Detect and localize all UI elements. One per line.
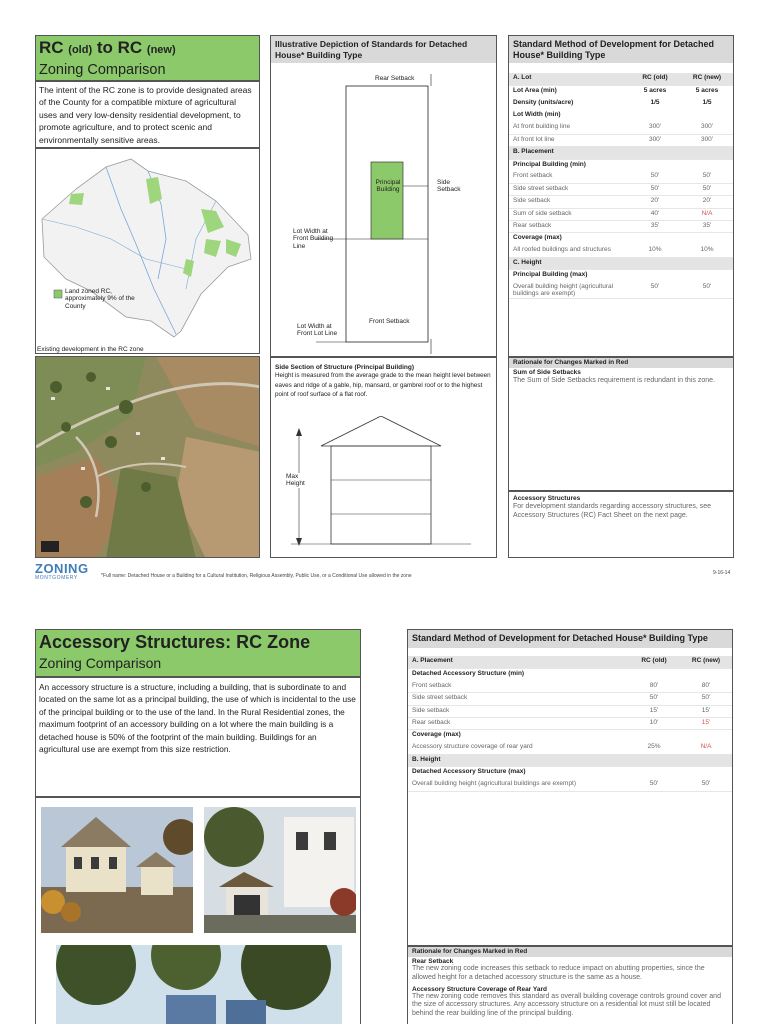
table-row <box>408 693 732 705</box>
footnote: *Full name: Detached House or a Building for a Cultural Institution, Religious Assembly, Public Use, or a Conditional Use allowed in the zone <box>101 573 412 579</box>
row-label: A. Lot <box>509 73 629 85</box>
table-row <box>408 767 732 779</box>
table-row <box>509 233 733 245</box>
table-row <box>509 85 733 97</box>
table-section-header <box>509 73 733 85</box>
rationale-title-top: Rationale for Changes Marked in Red <box>509 358 733 368</box>
house-photo-3 <box>56 945 342 1024</box>
new-value <box>681 233 733 245</box>
section-panel <box>270 357 497 558</box>
new-value: 10% <box>681 245 733 257</box>
table-row <box>509 98 733 110</box>
new-value: 50' <box>680 779 732 791</box>
old-value: 50' <box>629 171 681 183</box>
table-row <box>509 171 733 183</box>
county-map <box>36 149 259 353</box>
standards-title-bottom: Standard Method of Development for Detached House* Building Type <box>408 630 732 648</box>
logo: ZONING MONTGOMERY <box>35 561 89 581</box>
map-panel <box>35 148 260 354</box>
new-value: 15' <box>680 705 732 717</box>
section-text: Height is measured from the average grade to the mean height level between eaves and ridge of a gable, hip, mansard, or gambrel roof or to the highest point of roof surface of a flat roof. <box>275 372 491 398</box>
max-height-label: Max Height <box>286 473 314 488</box>
old-value <box>628 730 680 742</box>
house-photo-1 <box>41 807 193 933</box>
old-value: 10% <box>629 245 681 257</box>
rationale-item2-text: The new zoning code removes this standard as overall building coverage controls ground cover and the size of accessory structures. Any accessory structure on a residential lot must still be located behind the rear building line of the principal building. <box>412 992 721 1017</box>
accessory-note-panel <box>508 491 734 558</box>
table-row <box>509 245 733 257</box>
front-setback-label: Front Setback <box>369 318 410 325</box>
rationale-item-text: The Sum of Side Setbacks requirement is redundant in this zone. <box>513 377 715 385</box>
title-block <box>35 35 260 81</box>
old-value <box>628 754 680 766</box>
intro-text: The intent of the RC zone is to provide designated areas of the County for a compatible mixture of agricultural uses and very low-density residential development, to promote agriculture, and to protect scenic and environmentally sensitive areas. <box>39 85 252 145</box>
old-value: RC (old) <box>628 656 680 668</box>
table-section-header <box>408 656 732 668</box>
old-value: 40' <box>629 208 681 220</box>
old-value: 300' <box>629 122 681 134</box>
new-value: 35' <box>681 221 733 233</box>
table-row <box>408 717 732 729</box>
row-label: B. Placement <box>509 147 629 159</box>
bottom-page-subtitle: Zoning Comparison <box>39 655 162 671</box>
table-row <box>408 668 732 680</box>
row-label: Coverage (max) <box>513 234 562 242</box>
old-value: 20' <box>629 196 681 208</box>
row-label: Principal Building (max) <box>513 271 588 279</box>
rationale-item1-title: Rear Setback <box>412 958 454 966</box>
row-label: Density (units/acre) <box>513 98 574 106</box>
old-value <box>629 110 681 122</box>
rear-setback-label: Rear Setback <box>375 75 415 82</box>
table-row <box>408 681 732 693</box>
old-value: 10' <box>628 717 680 729</box>
table-row <box>509 282 733 299</box>
row-label: Side street setback <box>408 693 628 705</box>
aerial-photo <box>35 356 260 558</box>
new-value: N/A <box>680 742 732 754</box>
diagram-title: Illustrative Depiction of Standards for Detached House* Building Type <box>271 36 496 63</box>
table-row <box>509 110 733 122</box>
row-label: Coverage (max) <box>412 731 461 739</box>
standards-panel-bottom <box>407 629 733 946</box>
table-row <box>509 122 733 134</box>
new-value: RC (new) <box>681 73 733 85</box>
side-setback-label: Side Setback <box>437 179 461 194</box>
lot-width-front-building-label: Lot Width at Front Building Line <box>293 228 334 250</box>
table-row <box>509 221 733 233</box>
row-label: Detached Accessory Structure (min) <box>412 669 525 677</box>
new-value: 50' <box>681 171 733 183</box>
row-label: Principal Building (min) <box>513 160 586 168</box>
old-value: 1/5 <box>650 98 660 106</box>
old-value: 50' <box>629 282 681 299</box>
standards-panel-top <box>508 35 734 357</box>
old-value <box>629 147 681 159</box>
row-label: Overall building height (agricultural buildings are exempt) <box>509 282 629 299</box>
diagram-panel <box>270 35 497 357</box>
table-row <box>408 742 732 754</box>
lot-width-front-lot-label: Lot Width at Front Lot Line <box>297 323 338 338</box>
old-value: 300' <box>629 134 681 146</box>
old-value <box>629 257 681 269</box>
rationale-title-bottom: Rationale for Changes Marked in Red <box>408 947 732 957</box>
row-label: Rear setback <box>408 717 628 729</box>
row-label: Sum of side setback <box>509 208 629 220</box>
new-value <box>681 270 733 282</box>
new-value: 50' <box>680 693 732 705</box>
table-row <box>408 779 732 791</box>
new-value: 1/5 <box>702 98 712 106</box>
new-value: 20' <box>681 196 733 208</box>
row-label: Detached Accessory Structure (max) <box>412 768 526 776</box>
table-section-header <box>509 147 733 159</box>
row-label: At front lot line <box>509 134 629 146</box>
new-value: 300' <box>681 134 733 146</box>
new-value <box>681 110 733 122</box>
new-value: N/A <box>681 208 733 220</box>
bottom-photo-panel <box>35 797 361 1024</box>
row-label: Accessory structure coverage of rear yard <box>408 742 628 754</box>
rationale-panel-bottom <box>407 946 733 1024</box>
row-label: B. Height <box>408 754 628 766</box>
new-value: 5 acres <box>695 86 719 94</box>
old-value: 50' <box>628 693 680 705</box>
new-value: 300' <box>681 122 733 134</box>
table-row <box>509 134 733 146</box>
house-photo-2 <box>204 807 356 933</box>
new-value <box>680 730 732 742</box>
row-label: All roofed buildings and structures <box>509 245 629 257</box>
old-value: 80' <box>628 681 680 693</box>
standards-table-top <box>509 73 733 299</box>
accessory-note-text: For development standards regarding accessory structures, see Accessory Structures (RC) Fact Sheet on the next page. <box>513 503 712 520</box>
table-row <box>509 270 733 282</box>
row-label: Side setback <box>509 196 629 208</box>
bottom-title-block <box>35 629 361 677</box>
rationale-item-title: Sum of Side Setbacks <box>513 369 581 377</box>
accessory-note-title: Accessory Structures <box>513 495 581 502</box>
table-section-header <box>509 257 733 269</box>
old-value <box>628 668 680 680</box>
new-value: 50' <box>681 282 733 299</box>
old-value: 25% <box>628 742 680 754</box>
old-value: 5 acres <box>643 86 667 94</box>
old-value: 50' <box>628 779 680 791</box>
table-row <box>408 705 732 717</box>
row-label: Side street setback <box>509 184 629 196</box>
old-value <box>629 270 681 282</box>
new-value <box>680 668 732 680</box>
row-label: Front setback <box>408 681 628 693</box>
new-value: RC (new) <box>680 656 732 668</box>
new-value <box>680 767 732 779</box>
new-value <box>680 754 732 766</box>
section-title: Side Section of Structure (Principal Building) <box>275 364 415 371</box>
table-row <box>408 730 732 742</box>
date: 9-16-14 <box>713 570 731 576</box>
old-value: RC (old) <box>629 73 681 85</box>
rationale-item2-title: Accessory Structure Coverage of Rear Yard <box>412 985 547 993</box>
row-label: Side setback <box>408 705 628 717</box>
principal-building-label: Principal Building <box>375 179 401 194</box>
old-value: 50' <box>629 184 681 196</box>
old-value: 35' <box>629 221 681 233</box>
rationale-item1-text: The new zoning code increases this setback to reduce impact on abutting properties, since the allowed height for a detached accessory structure is the same as a house. <box>412 965 705 981</box>
row-label: Lot Width (min) <box>513 110 561 118</box>
old-value <box>629 233 681 245</box>
table-row <box>509 159 733 171</box>
bottom-intro-box <box>35 677 361 797</box>
lot-diagram <box>271 64 496 356</box>
row-label: A. Placement <box>408 656 628 668</box>
table-row <box>509 208 733 220</box>
new-value <box>681 147 733 159</box>
old-value <box>629 159 681 171</box>
rationale-panel-top <box>508 357 734 491</box>
bottom-page-title: Accessory Structures: RC Zone <box>39 632 311 652</box>
table-row <box>509 184 733 196</box>
new-value: 15' <box>680 717 732 729</box>
row-label: C. Height <box>509 257 629 269</box>
page-title: RC (old) to RC (new) <box>39 38 176 57</box>
table-row <box>509 196 733 208</box>
new-value <box>681 257 733 269</box>
row-label: At front building line <box>509 122 629 134</box>
bottom-intro-text: An accessory structure is a structure, including a building, that is subordinate to and located on the same lot as a principal building, the use of which is incidental to the use of the principal building or to the use of the land. In the Rural Residential zones, the maximum footprint of an accessory building on a lot where the main building is a detached house is 50% of the footprint of the main building. Buildings for an agricultural use are exempt from this size restriction. <box>39 682 356 755</box>
intro-box <box>35 81 260 148</box>
new-value <box>681 159 733 171</box>
old-value <box>628 767 680 779</box>
row-label: Overall building height (agricultural buildings are exempt) <box>408 779 628 791</box>
old-value: 15' <box>628 705 680 717</box>
new-value: 80' <box>680 681 732 693</box>
row-label: Rear setback <box>509 221 629 233</box>
page-subtitle: Zoning Comparison <box>39 62 166 78</box>
table-section-header <box>408 754 732 766</box>
map-legend: Land zoned RC, approximately 9% of the County <box>65 288 135 310</box>
row-label: Lot Area (min) <box>513 86 557 94</box>
standards-title-top: Standard Method of Development for Detached House* Building Type <box>509 36 733 63</box>
standards-table-bottom <box>408 656 732 792</box>
aerial-caption: Existing development in the RC zone <box>37 346 144 353</box>
new-value: 50' <box>681 184 733 196</box>
row-label: Front setback <box>509 171 629 183</box>
